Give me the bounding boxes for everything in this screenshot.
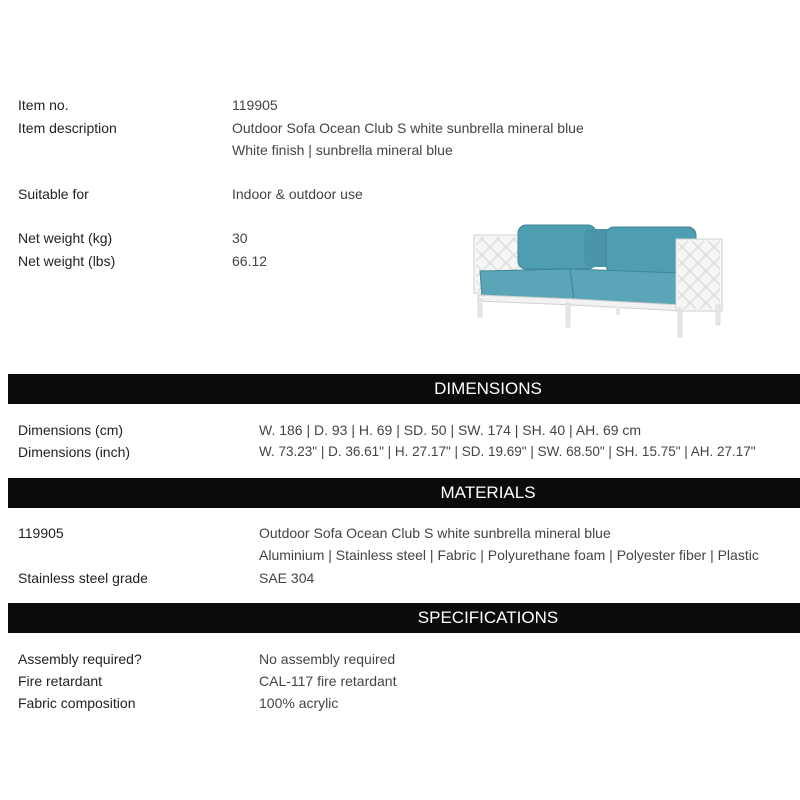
assembly-value: No assembly required xyxy=(259,651,396,667)
right-arm xyxy=(676,239,722,311)
materials-code-label: 119905 xyxy=(18,525,64,541)
specifications-header xyxy=(8,603,800,633)
dimensions-header xyxy=(8,374,800,404)
assembly-label: Assembly required? xyxy=(18,651,142,667)
item-no-label: Item no. xyxy=(18,97,69,113)
product-image xyxy=(466,215,728,345)
item-desc-label: Item description xyxy=(18,120,117,136)
materials-header xyxy=(8,478,800,508)
fabric-value: 100% acrylic xyxy=(259,695,339,711)
net-lbs-value: 66.12 xyxy=(232,253,268,269)
dimensions-inch-value: W. 73.23" | D. 36.61" | H. 27.17" | SD. 19.69" | SW. 68.50" | SH. 15.75" | AH. 27.17" xyxy=(259,444,756,459)
specifications-title: SPECIFICATIONS xyxy=(417,608,559,627)
dimensions-cm-label: Dimensions (cm) xyxy=(18,422,124,438)
materials-code-desc: Outdoor Sofa Ocean Club S white sunbrella mineral blue xyxy=(259,525,611,541)
net-lbs-label: Net weight (lbs) xyxy=(18,253,116,269)
item-no-value: 119905 xyxy=(232,97,278,113)
seat-cushion-left xyxy=(480,269,574,299)
item-desc-line-2: White finish | sunbrella mineral blue xyxy=(232,142,453,158)
fire-value: CAL-117 fire retardant xyxy=(259,673,397,689)
dimensions-title: DIMENSIONS xyxy=(434,379,542,398)
dimensions-cm-value: W. 186 | D. 93 | H. 69 | SD. 50 | SW. 174 | SH. 40 | AH. 69 cm xyxy=(259,422,642,438)
dimensions-inch-label: Dimensions (inch) xyxy=(18,444,131,460)
fabric-label: Fabric composition xyxy=(18,695,136,711)
net-kg-label: Net weight (kg) xyxy=(18,230,113,246)
fire-label: Fire retardant xyxy=(18,673,103,689)
suitable-label: Suitable for xyxy=(18,186,89,202)
steel-grade-value: SAE 304 xyxy=(259,570,315,586)
net-kg-value: 30 xyxy=(232,230,248,246)
materials-title: MATERIALS xyxy=(440,483,536,502)
materials-list-value: Aluminium | Stainless steel | Fabric | Polyurethane foam | Polyester fiber | Plastic xyxy=(259,547,759,563)
steel-grade-label: Stainless steel grade xyxy=(18,570,148,586)
item-desc-line-1: Outdoor Sofa Ocean Club S white sunbrella mineral blue xyxy=(232,120,584,136)
suitable-value: Indoor & outdoor use xyxy=(232,186,363,202)
